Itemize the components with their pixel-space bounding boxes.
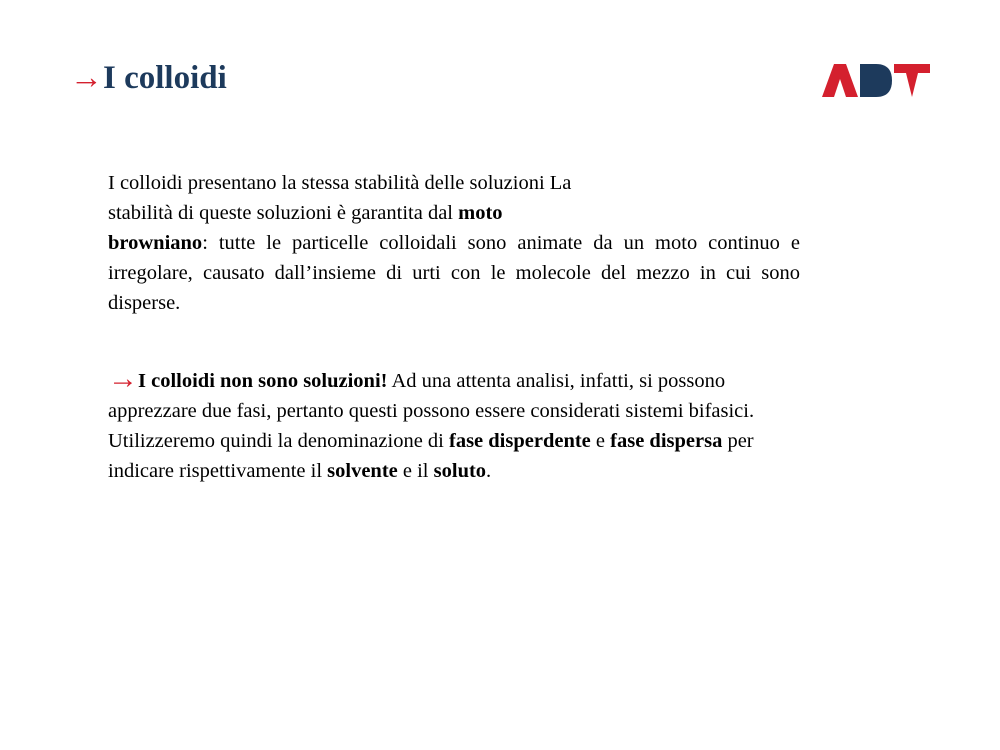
term-solvente: solvente	[327, 460, 398, 482]
paragraph-brownian	[108, 228, 800, 318]
definition-text-4: e il	[397, 460, 434, 482]
slide-body	[108, 168, 800, 486]
page-title	[70, 56, 227, 100]
title-text: I colloidi	[103, 60, 227, 96]
paragraph-intro	[108, 168, 800, 228]
logo-letter-a	[822, 64, 858, 97]
lead-statement: I colloidi non sono soluzioni!	[138, 370, 388, 392]
paragraph-spacer	[108, 318, 800, 366]
paragraph-brownian-text: : tutte le particelle colloidali sono animate da un moto continuo e irregolare, causato dall’insieme di urti con le molecole del mezzo in cui sono disperse.	[108, 232, 800, 314]
term-soluto: soluto	[433, 460, 487, 482]
definition-text-1: Ad una attenta analisi, infatti, si possono apprezzare due fasi, pertanto questi possono essere considerati sistemi bifasici. Utilizzeremo quindi la denominazione di	[108, 370, 755, 452]
term-moto: moto	[458, 202, 503, 224]
definition-text-2: e	[590, 430, 611, 452]
definition-text-3: per indicare rispettivamente il	[108, 430, 754, 482]
logo-letter-d	[860, 64, 892, 97]
arrow-icon: →	[108, 362, 138, 395]
logo-letter-t	[894, 64, 930, 97]
paragraph-definition	[108, 362, 800, 486]
paragraph-intro-line1: I colloidi presentano la stessa stabilità delle soluzioni La	[108, 172, 572, 194]
term-fase-disperdente: fase disperdente	[449, 430, 591, 452]
adt-logo	[822, 64, 930, 97]
term-fase-dispersa: fase dispersa	[610, 430, 723, 452]
arrow-icon: →	[70, 60, 103, 96]
definition-text-5: .	[486, 460, 492, 482]
paragraph-intro-line2: stabilità di queste soluzioni è garantita dal	[108, 202, 459, 224]
term-browniano: browniano	[108, 232, 203, 254]
